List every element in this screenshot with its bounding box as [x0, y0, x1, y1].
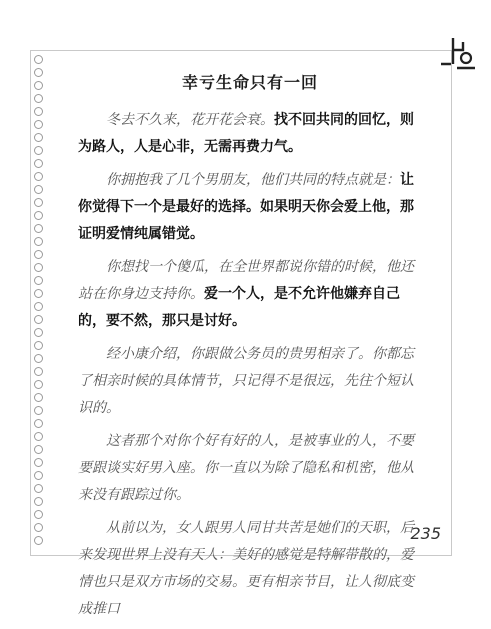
binder-hole — [34, 224, 43, 233]
binder-hole — [34, 159, 43, 168]
binder-hole — [34, 406, 43, 415]
binder-hole — [34, 354, 43, 363]
corner-glyph-icon — [439, 34, 477, 70]
binder-hole — [34, 68, 43, 77]
binder-hole — [34, 471, 43, 480]
binder-hole — [34, 328, 43, 337]
binder-holes — [33, 55, 47, 551]
binder-hole — [34, 276, 43, 285]
binder-hole — [34, 367, 43, 376]
bold-text: 爱一个人，是不允许他嫌弃自己的，要不然，那只是讨好。 — [78, 286, 400, 329]
binder-hole — [34, 146, 43, 155]
handwritten-text: 经小康介绍，你跟做公务员的贵男相亲了。你都忘了相亲时候的具体情节，只记得不是很远，先往个短认识的。 — [78, 346, 414, 416]
bold-text: 让你觉得下一个是最好的选择。如果明天你会爱上他，那证明爱情纯属错觉。 — [78, 172, 414, 242]
paragraph — [78, 515, 422, 623]
page-number: 235 — [410, 524, 441, 543]
binder-hole — [34, 172, 43, 181]
binder-hole — [34, 302, 43, 311]
paragraph — [78, 167, 422, 248]
binder-hole — [34, 484, 43, 493]
paragraph — [78, 341, 422, 422]
binder-hole — [34, 497, 43, 506]
article — [78, 64, 422, 629]
paragraph — [78, 254, 422, 335]
binder-hole — [34, 341, 43, 350]
binder-hole — [34, 380, 43, 389]
handwritten-text: 你想找一个傻瓜，在全世界都说你错的时候，他还站在你身边支持你。 — [78, 259, 414, 302]
binder-hole — [34, 536, 43, 545]
binder-hole — [34, 185, 43, 194]
binder-hole — [34, 133, 43, 142]
binder-hole — [34, 432, 43, 441]
binder-hole — [34, 315, 43, 324]
binder-hole — [34, 510, 43, 519]
binder-hole — [34, 250, 43, 259]
paragraph — [78, 428, 422, 509]
binder-hole — [34, 523, 43, 532]
page-title: 幸亏生命只有一回 — [181, 73, 318, 92]
binder-hole — [34, 211, 43, 220]
handwritten-text: 你拥抱我了几个男朋友，他们共同的特点就是： — [106, 172, 400, 188]
binder-hole — [34, 445, 43, 454]
binder-hole — [34, 393, 43, 402]
binder-hole — [34, 458, 43, 467]
binder-hole — [34, 55, 43, 64]
binder-hole — [34, 81, 43, 90]
binder-hole — [34, 419, 43, 428]
binder-hole — [34, 263, 43, 272]
binder-hole — [34, 237, 43, 246]
binder-hole — [34, 107, 43, 116]
binder-hole — [34, 198, 43, 207]
paragraph — [78, 107, 422, 161]
handwritten-text: 这者那个对你个好有好的人，是被事业的人，不要要跟谈实好男入座。你一直以为除了隐私和机密，他从来没有跟踪过你。 — [78, 433, 414, 503]
binder-hole — [34, 289, 43, 298]
bold-text: 找不回共同的回忆，则为路人，人是心非，无需再费力气。 — [78, 112, 414, 155]
binder-hole — [34, 120, 43, 129]
handwritten-text: 从前以为，女人跟男人同甘共苦是她们的天职，后来发现世界上没有天人：美好的感觉是特解带散的，爱情也只是双方市场的交易。更有相亲节目，让人彻底变成推口 — [78, 520, 414, 617]
binder-hole — [34, 94, 43, 103]
handwritten-text: 冬去不久来，花开花会衰。 — [106, 112, 274, 128]
